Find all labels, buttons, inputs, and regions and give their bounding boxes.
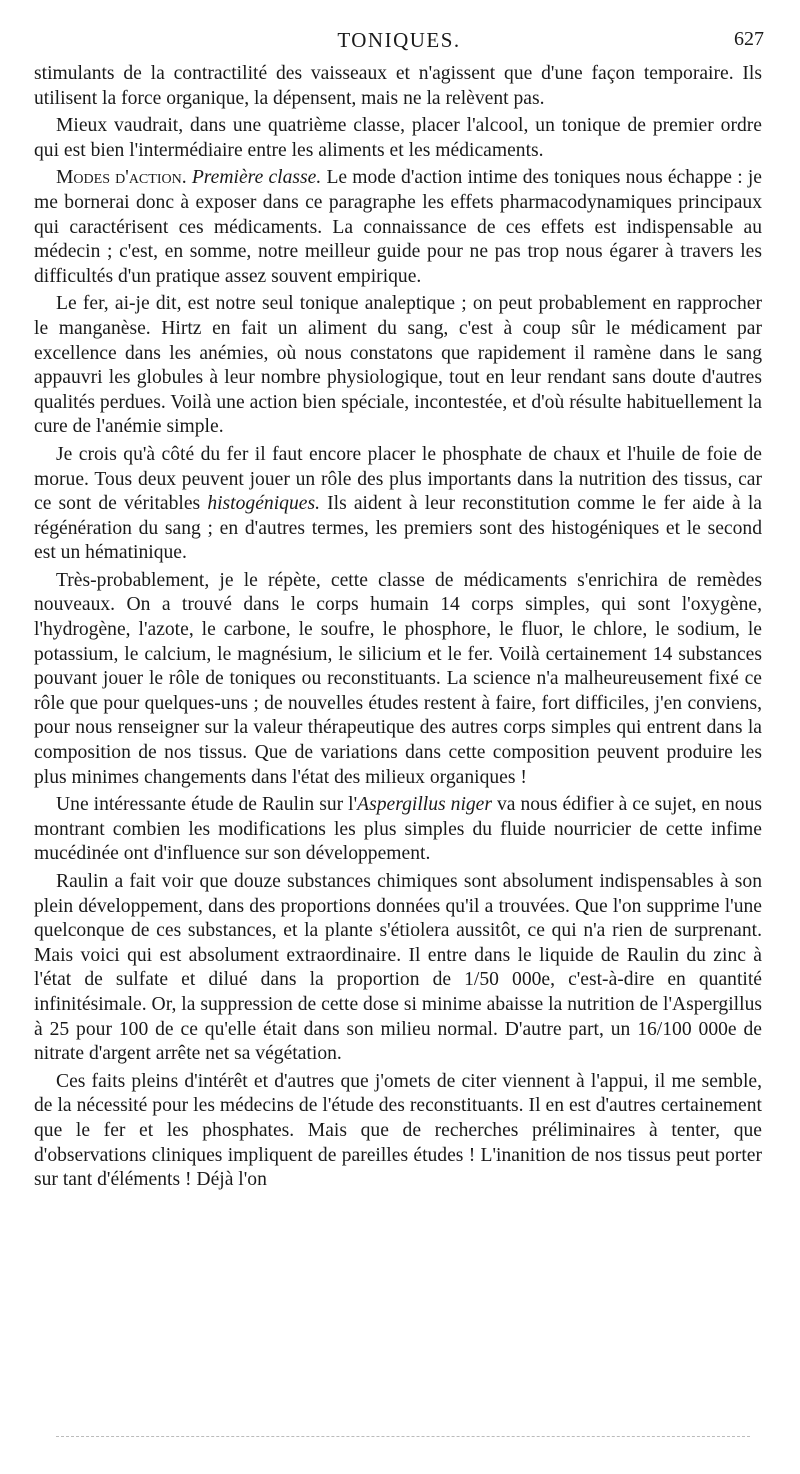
- subsection-heading: Première classe.: [191, 167, 322, 189]
- paragraph-text: Ils aident à leur reconstitution comme le fer aide à la régénération du sang ; en d'autres termes, les premiers sont des histogéniques et le second est un hématinique.: [34, 493, 762, 564]
- paragraph-text: Ces faits pleins d'intérêt et d'autres que j'omets de citer viennent à l'appui, il me semble, de la nécessité pour les médecins de l'étude des reconstituants. Il en est d'autres certainement que le fer et les phosphates. Mais que de recherches préliminaires à tenter, que d'observations cliniques impliquent de pareilles études ! L'inanition de nos tissus peut porter sur tant d'éléments ! Déjà l'on: [34, 1070, 762, 1191]
- paragraph-5: [34, 443, 762, 566]
- paragraph-9: [34, 1070, 762, 1193]
- paragraph-3: [34, 166, 762, 289]
- page-body: [34, 62, 762, 1196]
- paragraph-text: Le fer, ai-je dit, est notre seul tonique analeptique ; on peut probablement en rapprocher le manganèse. Hirtz en fait un aliment du sang, c'est à coup sûr le médicament par excellence dans les anémies, où nous constatons que rapidement il ramène dans le sang appauvri les globules à leur nombre physiologique, tout en leur rendant sans doute d'autres qualités perdues. Voilà une action bien spéciale, incontestée, et d'où résulte habituellement la cure de l'anémie simple.: [34, 293, 762, 438]
- emphasized-term: Aspergillus niger: [357, 794, 493, 816]
- paragraph-text: Je crois qu'à côté du fer il faut encore placer le phosphate de chaux et l'huile de foie de morue. Tous deux peuvent jouer un rôle des plus importants dans la nutrition des tissus, car ce sont de véritables: [34, 443, 762, 515]
- emphasized-term: histogéniques.: [207, 493, 320, 515]
- page-number: 627: [734, 28, 764, 50]
- paragraph-7: [34, 793, 762, 867]
- paragraph-2: [34, 114, 762, 163]
- paragraph-text: Mieux vaudrait, dans une quatrième classe, placer l'alcool, un tonique de premier ordre qui est bien l'intermédiaire entre les aliments et les médicaments.: [34, 115, 762, 161]
- paragraph-text: Une intéressante étude de Raulin sur l': [56, 794, 358, 816]
- paragraph-text: Raulin a fait voir que douze substances chimiques sont absolument indispensables à son plein développement, dans des proportions données qu'il a trouvées. Que l'on supprime l'une quelconque de ces substances, et la plante s'étiolera aussitôt, ce qui n'a rien de surprenant. Mais voici qui est absolument extraordinaire. Il entre dans le liquide de Raulin du zinc à l'état de sulfate et dilué dans la proportion de 1/50 000e, c'est-à-dire en quantité infinitésimale. Or, la suppression de cette dose si minime abaisse la nutrition de l'Aspergillus à 25 pour 100 de ce qu'elle était dans son milieu normal. D'autre part, un 16/100 000e de nitrate d'argent arrête net sa végétation.: [34, 871, 762, 1065]
- paragraph-text: Très-probablement, je le répète, cette classe de médicaments s'enrichira de remèdes nouveaux. On a trouvé dans le corps humain 14 corps simples, qui sont l'oxygène, l'hydrogène, l'azote, le carbone, le soufre, le phosphore, le fluor, le chlore, le sodium, le potassium, le calcium, le magnésium, le silicium et le fer. Voilà certainement 14 substances pouvant jouer le rôle de toniques ou reconstituants. La science n'a malheureusement fixé ce rôle que pour quelques-uns ; de nouvelles études restent à faire, fort difficiles, j'en conviens, pour nous renseigner sur la valeur thérapeutique des autres corps simples qui entrent dans la composition de nos tissus. Que de variations dans cette composition peuvent produire les plus minimes changements dans l'état des milieux organiques !: [34, 569, 762, 788]
- paragraph-6: [34, 569, 762, 790]
- paragraph-text: stimulants de la contractilité des vaisseaux et n'agissent que d'une façon temporaire. Ils utilisent la force organique, la dépensent, mais ne la relèvent pas.: [34, 63, 762, 109]
- paragraph-1: [34, 62, 762, 111]
- page-header: [34, 28, 764, 58]
- section-heading: Modes d'action.: [56, 167, 187, 189]
- paragraph-8: [34, 870, 762, 1067]
- paragraph-4: [34, 292, 762, 440]
- scan-footer-marks: [56, 1436, 750, 1437]
- paragraph-text: va nous édifier à ce sujet, en nous montrant combien les modifications les plus simples du fluide nourricier de cette infime mucédinée ont d'influence sur son développement.: [34, 794, 763, 865]
- running-title: TONIQUES.: [337, 28, 461, 52]
- paragraph-text: Le mode d'action intime des toniques nous échappe : je me bornerai donc à exposer dans ce paragraphe les effets pharmacodynamiques principaux qui caractérisent ces médicaments. La connaissance de ces effets est indispensable au médecin ; c'est, en somme, notre meilleur guide pour ne pas trop nous égarer à travers les difficultés d'un pratique assez souvent empirique.: [34, 167, 762, 287]
